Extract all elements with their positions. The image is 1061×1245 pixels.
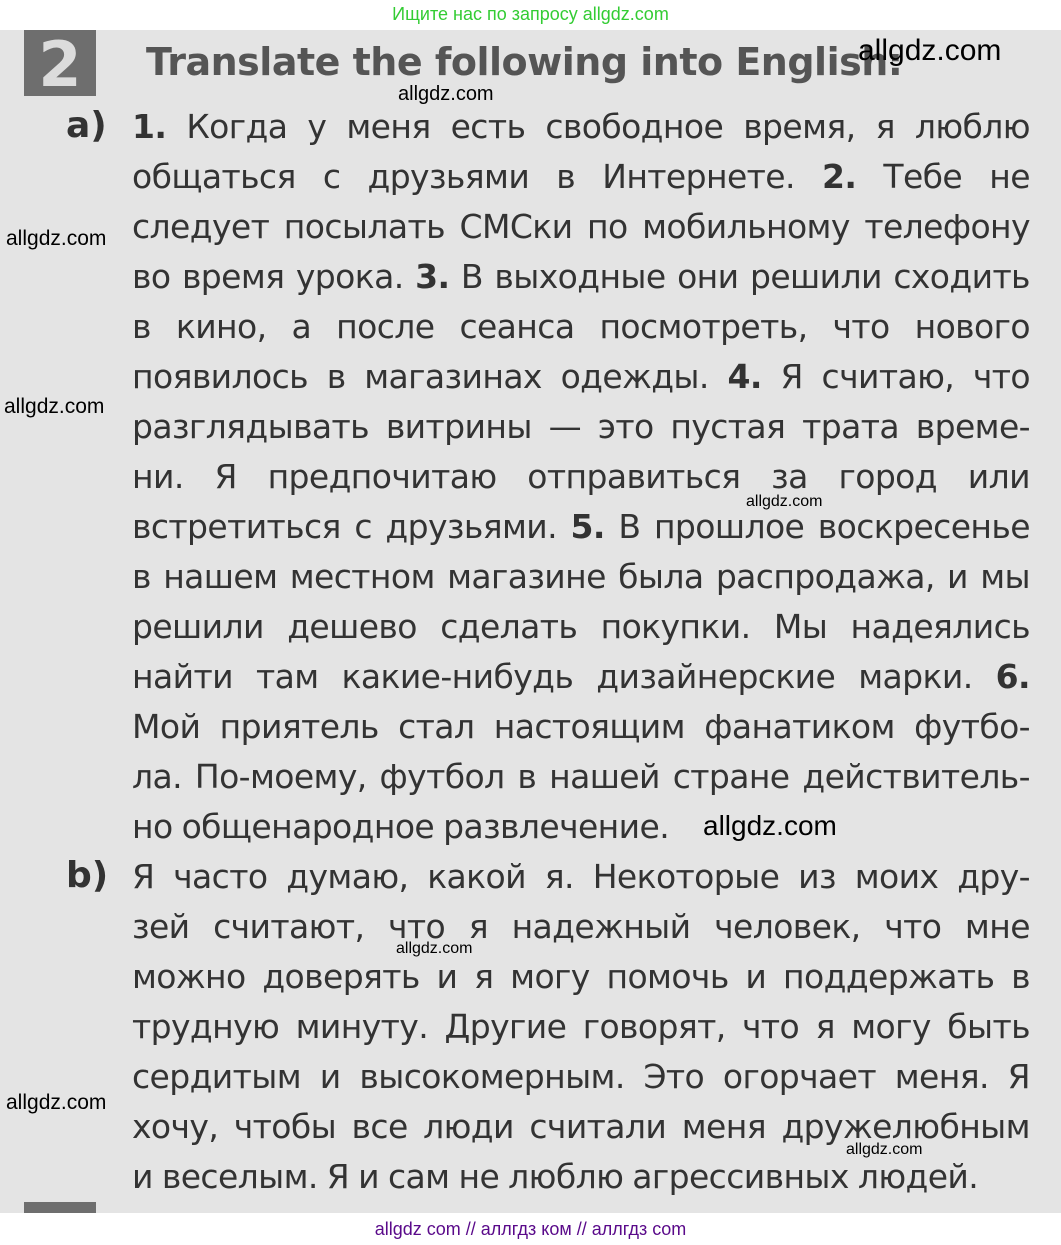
word: магазинах <box>364 357 542 396</box>
word: стал <box>398 707 475 746</box>
word: не <box>989 157 1030 196</box>
word: считали <box>529 1107 667 1146</box>
word: что <box>972 357 1030 396</box>
word: трата <box>802 407 899 446</box>
word: развлечение. <box>443 807 670 846</box>
word: время, <box>743 107 856 146</box>
word: чтобы <box>233 1107 337 1146</box>
word: В <box>460 257 483 296</box>
word: по <box>587 207 628 246</box>
word: быть <box>947 1007 1030 1046</box>
text-line <box>132 155 1030 199</box>
word: дешево <box>287 607 417 646</box>
word: друзьями <box>367 157 530 196</box>
word: фанатиком <box>704 707 895 746</box>
word: я <box>875 107 895 146</box>
watermark: allgdz.com <box>396 940 473 957</box>
word: время <box>181 257 285 296</box>
word: Некоторые <box>592 857 780 896</box>
word: я. <box>544 857 574 896</box>
word: общаться <box>132 157 296 196</box>
word: Интернете. <box>602 157 795 196</box>
word: дружелюбным <box>781 1107 1030 1146</box>
word: и <box>947 557 968 596</box>
word: после <box>336 307 435 346</box>
text-line <box>132 305 1030 349</box>
word: одежды. <box>560 357 709 396</box>
word: прошлое <box>653 507 805 546</box>
word: в <box>517 757 537 796</box>
text-line <box>132 455 1030 499</box>
word: в <box>556 157 576 196</box>
text-line <box>132 905 1030 949</box>
word: веселым. <box>161 1157 318 1196</box>
part-b-label: b) <box>66 855 109 896</box>
word: в <box>1011 957 1030 996</box>
word: надеялись <box>850 607 1030 646</box>
word: людей. <box>857 1157 979 1196</box>
word: не <box>458 1157 500 1196</box>
footer-banner[interactable]: allgdz com // аллгдз ком // аллгдз com <box>0 1213 1061 1245</box>
word: выходные <box>494 257 666 296</box>
watermark: allgdz.com <box>746 493 823 510</box>
word: решили <box>132 607 264 646</box>
word: По-моему, <box>194 757 367 796</box>
word: Это <box>643 1057 705 1096</box>
watermark: allgdz.com <box>4 395 105 418</box>
word: моих <box>854 857 939 896</box>
text-line <box>132 505 1030 549</box>
word: люблю <box>508 1157 624 1196</box>
word: магазине <box>447 557 606 596</box>
word: какой <box>427 857 526 896</box>
word: футбо- <box>914 707 1030 746</box>
word: говорят, <box>582 1007 726 1046</box>
word: найти <box>132 657 233 696</box>
text-line <box>132 105 1030 149</box>
text-line <box>132 255 1030 299</box>
word: люблю <box>914 107 1030 146</box>
word: воскресенье <box>817 507 1030 546</box>
word: я <box>815 1007 835 1046</box>
word: нашем <box>163 557 278 596</box>
text-line <box>132 405 1030 449</box>
word: предпочитаю <box>267 457 497 496</box>
exercise-number: 2 <box>24 30 96 96</box>
word: и <box>132 1157 153 1196</box>
word: приятель <box>219 707 379 746</box>
word: сам <box>388 1157 450 1196</box>
word: в <box>132 557 151 596</box>
word: разглядывать <box>132 407 370 446</box>
text-line <box>132 1155 1030 1199</box>
word: минуту. <box>295 1007 429 1046</box>
word: это <box>597 407 654 446</box>
word: сделать <box>440 607 578 646</box>
text-line <box>132 205 1030 249</box>
word: в <box>132 307 151 346</box>
text-line <box>132 855 1030 899</box>
word: или <box>967 457 1030 496</box>
word: что <box>832 307 890 346</box>
word: мы <box>980 557 1030 596</box>
word: телефону <box>864 207 1030 246</box>
text-line <box>132 655 1030 699</box>
word: встретиться <box>132 507 341 546</box>
word: друзьями. <box>385 507 557 546</box>
word: и <box>745 957 767 996</box>
word: распродажа, <box>715 557 935 596</box>
word: трудную <box>132 1007 280 1046</box>
word: нового <box>914 307 1030 346</box>
watermark: allgdz.com <box>846 1141 923 1158</box>
text-line <box>132 1005 1030 1049</box>
word: кино, <box>175 307 267 346</box>
watermark: allgdz.com <box>703 810 837 841</box>
word: и <box>358 1157 379 1196</box>
part-a-label: a) <box>66 105 107 146</box>
word: В <box>618 507 641 546</box>
word: люди <box>423 1107 514 1146</box>
word: за <box>771 457 808 496</box>
word: действитель- <box>802 757 1030 796</box>
word: человек, <box>714 907 861 946</box>
word: ни. <box>132 457 184 496</box>
word: часто <box>173 857 268 896</box>
word: решили <box>749 257 882 296</box>
word: все <box>351 1107 408 1146</box>
word: и <box>436 957 458 996</box>
item-number: 3. <box>415 257 450 296</box>
word: я <box>474 957 494 996</box>
text-line <box>132 605 1030 649</box>
word: СМСки <box>459 207 573 246</box>
word: Мы <box>773 607 828 646</box>
word: местном <box>289 557 435 596</box>
word: общенародное <box>181 807 435 846</box>
word: есть <box>450 107 526 146</box>
word: поддержать <box>783 957 995 996</box>
word: мобильному <box>642 207 850 246</box>
word: Я <box>326 1157 350 1196</box>
word: доверять <box>262 957 420 996</box>
watermark: allgdz.com <box>858 34 1002 67</box>
word: какие-нибудь <box>341 657 574 696</box>
word: а <box>291 307 312 346</box>
word: меня. <box>894 1057 989 1096</box>
word: из <box>798 857 836 896</box>
text-line <box>132 355 1030 399</box>
word: посмотреть, <box>599 307 808 346</box>
word: что <box>742 1007 800 1046</box>
word: надежный <box>511 907 691 946</box>
word: высокомерным. <box>359 1057 625 1096</box>
word: думаю, <box>286 857 409 896</box>
word: покупки. <box>600 607 751 646</box>
word: Тебе <box>883 157 963 196</box>
word: там <box>255 657 319 696</box>
word: — <box>548 407 581 446</box>
word: можно <box>132 957 246 996</box>
text-line <box>132 705 1030 749</box>
word: но <box>132 807 173 846</box>
word: в <box>326 357 346 396</box>
word: свободное <box>545 107 724 146</box>
word: футбол <box>379 757 505 796</box>
word: Я <box>132 857 155 896</box>
word: я <box>468 907 488 946</box>
word: с <box>354 507 372 546</box>
word: ла. <box>132 757 183 796</box>
word: могу <box>851 1007 931 1046</box>
word: Другие <box>444 1007 567 1046</box>
word: следует <box>132 207 270 246</box>
word: агрессивных <box>632 1157 849 1196</box>
header-banner[interactable]: Ищите нас по запросу allgdz.com <box>392 4 669 24</box>
word: Я <box>780 357 803 396</box>
item-number: 2. <box>822 157 857 196</box>
word: Я <box>1007 1057 1030 1096</box>
watermark: allgdz.com <box>6 1091 107 1114</box>
word: считаю, <box>821 357 955 396</box>
word: появилось <box>132 357 308 396</box>
word: помочь <box>606 957 729 996</box>
word: зей <box>132 907 190 946</box>
text-line <box>132 1055 1030 1099</box>
word: и <box>319 1057 341 1096</box>
word: могу <box>510 957 590 996</box>
word: урока. <box>295 257 404 296</box>
next-exercise-number <box>24 1202 96 1213</box>
item-number: 4. <box>727 357 762 396</box>
text-line <box>132 955 1030 999</box>
word: време- <box>915 407 1030 446</box>
word: мне <box>964 907 1030 946</box>
word: пустая <box>670 407 786 446</box>
word: сердитым <box>132 1057 302 1096</box>
text-line <box>132 555 1030 599</box>
word: сеанса <box>459 307 575 346</box>
word: сходить <box>893 257 1030 296</box>
item-number: 5. <box>570 507 605 546</box>
word: во <box>132 257 171 296</box>
word: Когда <box>186 107 288 146</box>
word: с <box>322 157 341 196</box>
word: дизайнерские <box>596 657 836 696</box>
word: Мой <box>132 707 201 746</box>
word: Я <box>214 457 237 496</box>
word: меня <box>681 1107 766 1146</box>
textbook-page <box>0 30 1061 1213</box>
word: у <box>307 107 327 146</box>
word: считают, <box>213 907 365 946</box>
word: настоящим <box>493 707 685 746</box>
word: стране <box>672 757 790 796</box>
watermark: allgdz.com <box>398 83 494 105</box>
word: город <box>838 457 937 496</box>
word: хочу, <box>132 1107 219 1146</box>
word: они <box>677 257 739 296</box>
word: посылать <box>283 207 445 246</box>
word: огорчает <box>722 1057 876 1096</box>
word: отправиться <box>527 457 741 496</box>
item-number: 6. <box>995 657 1030 696</box>
word: дру- <box>957 857 1030 896</box>
word: что <box>387 907 446 946</box>
word: марки. <box>858 657 973 696</box>
text-line <box>132 755 1030 799</box>
word: нашей <box>549 757 660 796</box>
text-line <box>132 805 1030 849</box>
watermark: allgdz.com <box>6 227 107 250</box>
word: витрины <box>385 407 532 446</box>
word: меня <box>346 107 431 146</box>
word: что <box>884 907 942 946</box>
exercise-title: Translate the following into English: <box>146 40 903 84</box>
word: была <box>618 557 704 596</box>
item-number: 1. <box>132 107 167 146</box>
